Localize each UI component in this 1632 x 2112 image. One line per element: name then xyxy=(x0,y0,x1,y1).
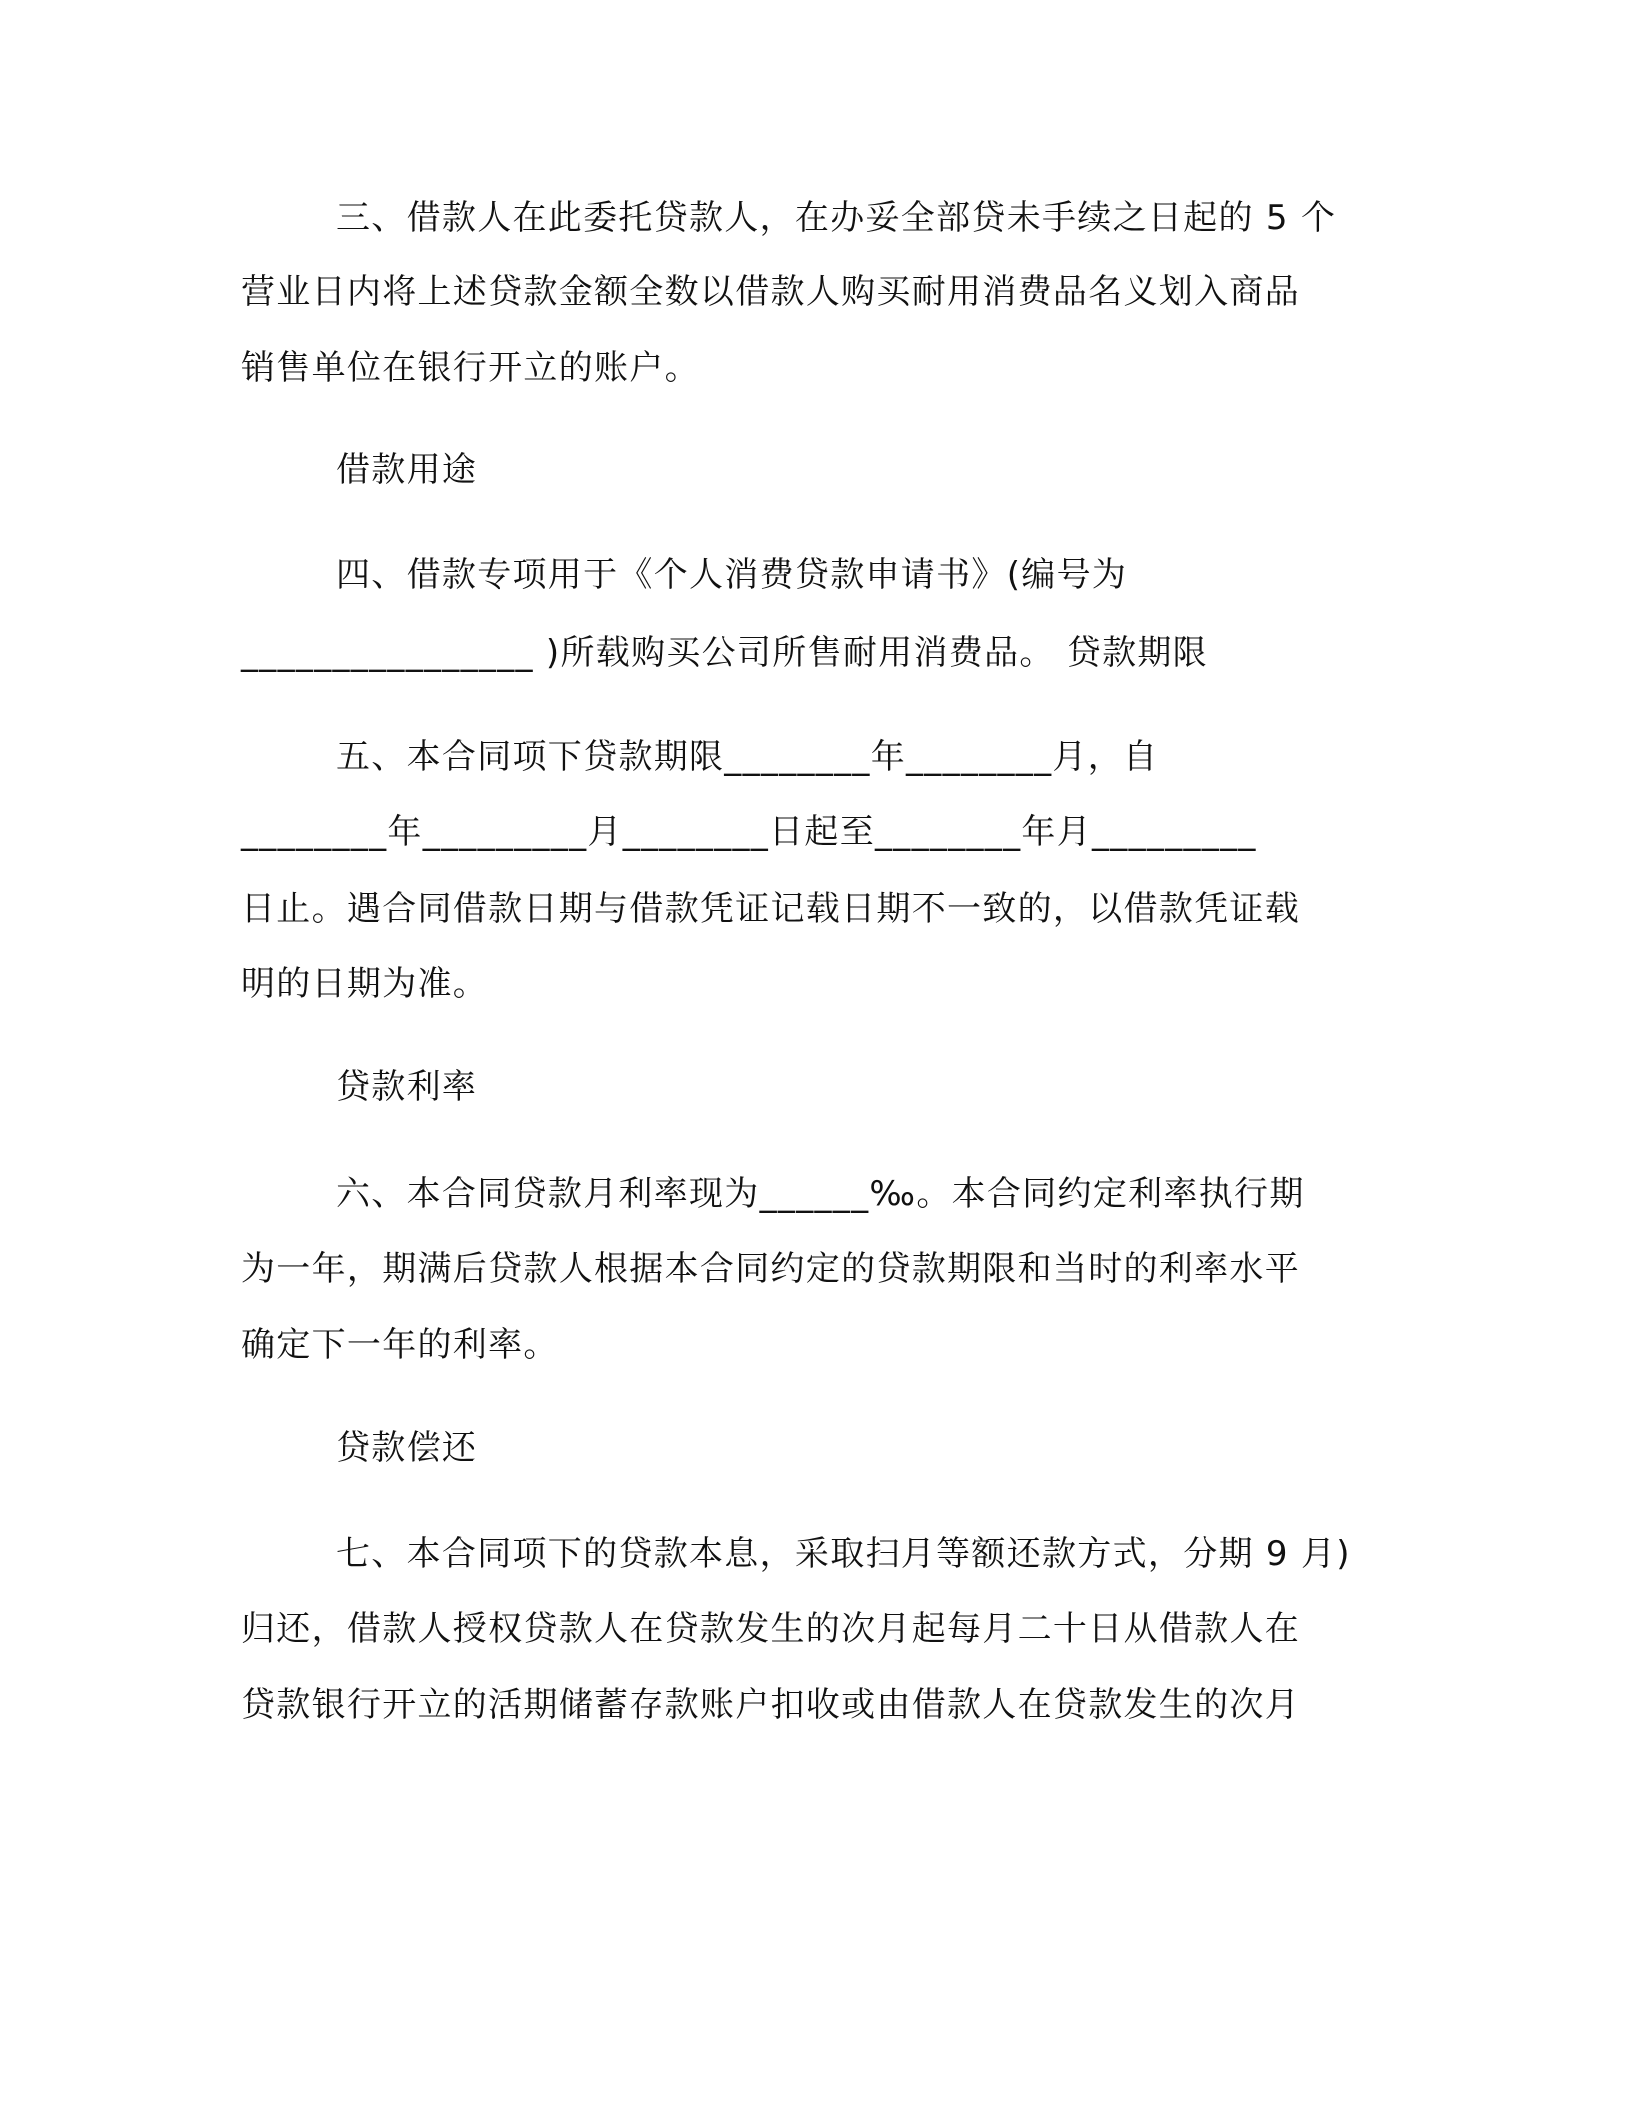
clause-7-line-2: 归还，借款人授权贷款人在贷款发生的次月起每月二十日从借款人在 xyxy=(241,1609,1300,1649)
clause-4-line-2: ________________ )所载购买公司所售耐用消费品。 贷款期限 xyxy=(241,633,1208,673)
section-heading-repayment: 贷款偿还 xyxy=(336,1428,478,1468)
section-heading-interest-rate: 贷款利率 xyxy=(336,1067,478,1107)
section-heading-loan-purpose: 借款用途 xyxy=(336,450,478,490)
clause-3-line-3: 销售单位在银行开立的账户。 xyxy=(241,348,700,388)
clause-6-line-3: 确定下一年的利率。 xyxy=(241,1325,559,1365)
clause-7-line-3: 贷款银行开立的活期储蓄存款账户扣收或由借款人在贷款发生的次月 xyxy=(241,1685,1300,1725)
clause-6-line-2: 为一年，期满后贷款人根据本合同约定的贷款期限和当时的利率水平 xyxy=(241,1249,1300,1289)
clause-3-line-2: 营业日内将上述贷款金额全数以借款人购买耐用消费品名义划入商品 xyxy=(241,272,1300,312)
clause-5-line-1: 五、本合同项下贷款期限________年________月，自 xyxy=(336,737,1159,777)
clause-5-line-3: 日止。遇合同借款日期与借款凭证记载日期不一致的，以借款凭证载 xyxy=(241,889,1300,929)
clause-5-line-4: 明的日期为准。 xyxy=(241,964,489,1004)
clause-5-line-2: ________年_________月________日起至________年月_________ xyxy=(241,812,1257,852)
clause-7-line-1: 七、本合同项下的贷款本息，采取扫月等额还款方式，分期 9 月) xyxy=(336,1534,1351,1574)
clause-4-line-1: 四、借款专项用于《个人消费贷款申请书》(编号为 xyxy=(336,555,1128,595)
clause-6-line-1: 六、本合同贷款月利率现为______‰。本合同约定利率执行期 xyxy=(336,1174,1305,1214)
clause-3-line-1: 三、借款人在此委托贷款人，在办妥全部贷未手续之日起的 5 个 xyxy=(336,198,1337,238)
